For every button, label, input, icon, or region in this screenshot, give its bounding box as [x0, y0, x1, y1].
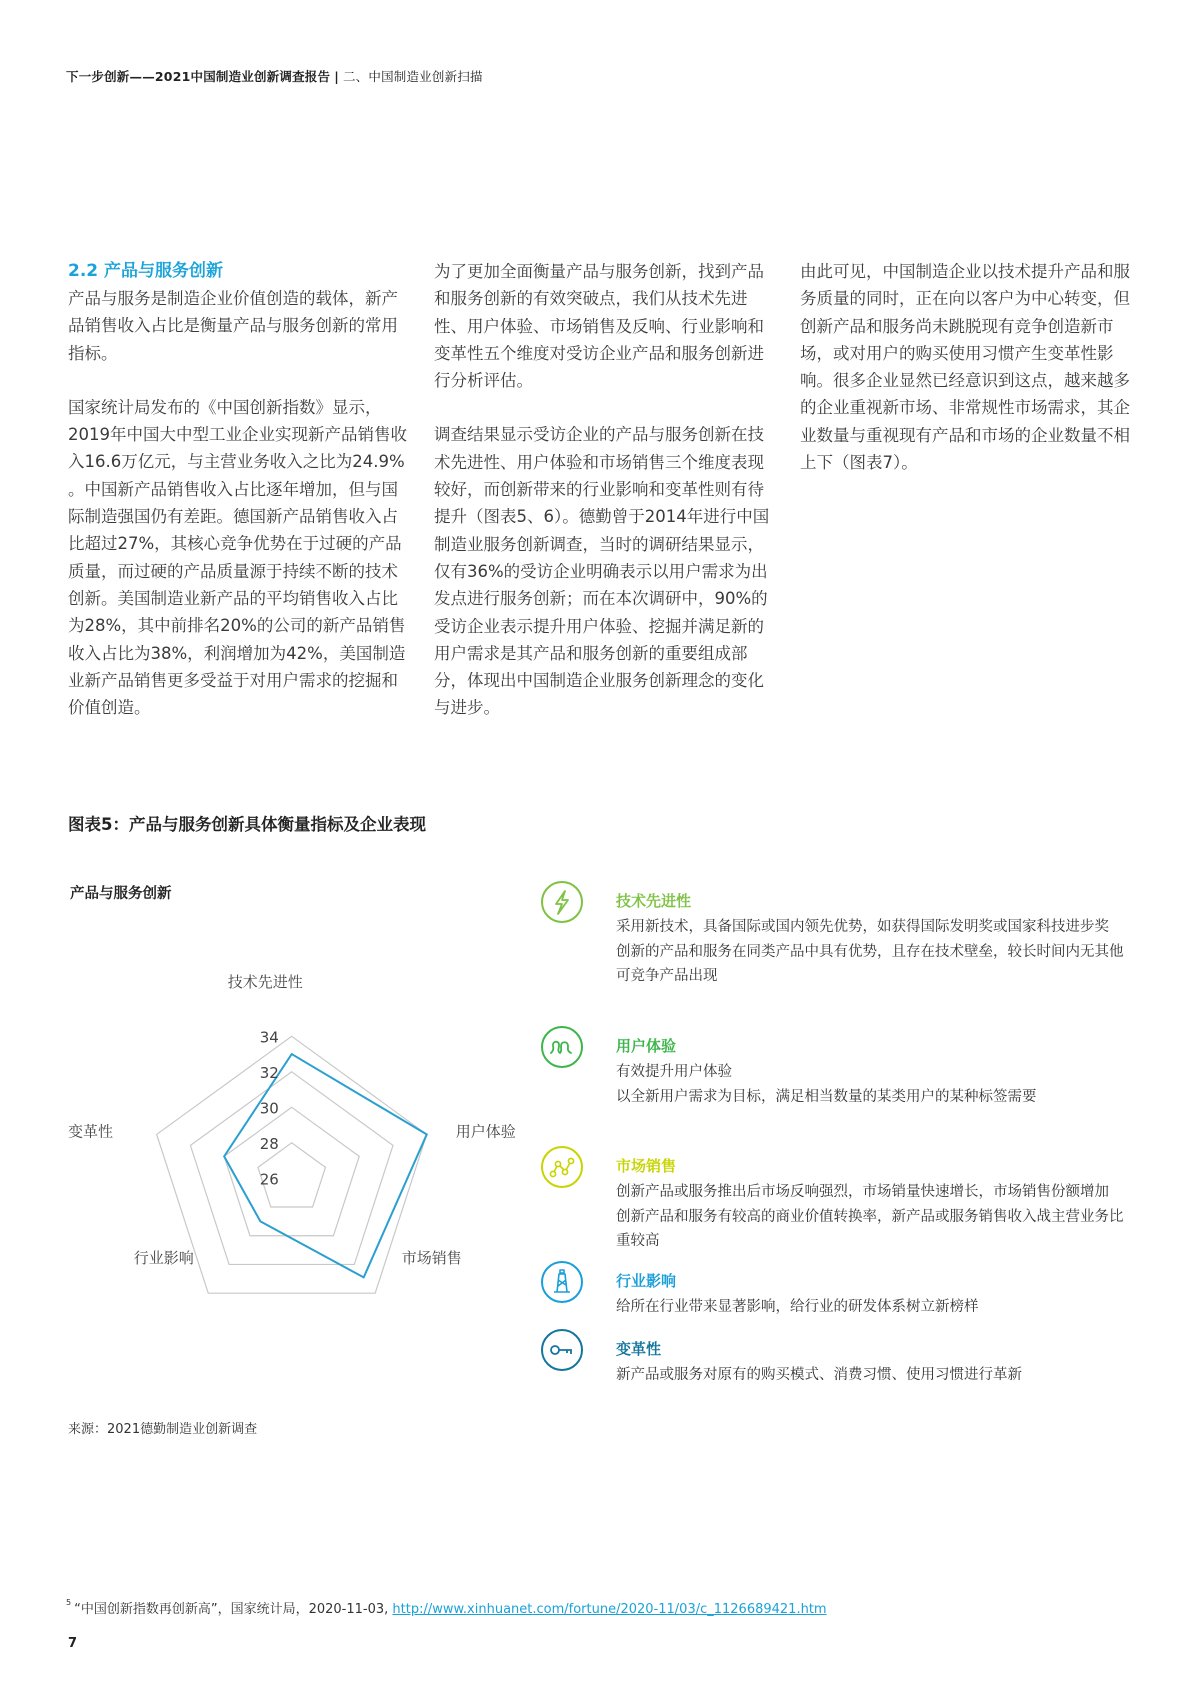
chart-subtitle: 产品与服务创新 [70, 886, 172, 902]
text-column-2 [434, 258, 774, 749]
legend-desc [616, 915, 1136, 989]
text-column-3 [800, 258, 1140, 503]
radar-tick-label: 30 [259, 1099, 279, 1118]
figure-title: 图表5：产品与服务创新具体衡量指标及企业表现 [68, 815, 426, 834]
lightning-icon [540, 880, 584, 924]
legend-line: 以全新用户需求为目标，满足相当数量的某类用户的某种标签需要 [616, 1088, 1037, 1105]
legend-line: 给所在行业带来显著影响，给行业的研发体系树立新榜样 [616, 1299, 979, 1315]
footnote [66, 1598, 827, 1617]
legend-title: 变革性 [616, 1340, 662, 1358]
legend-line: 新产品或服务对原有的购买模式、消费习惯、使用习惯进行革新 [616, 1367, 1022, 1383]
people-icon [540, 1025, 584, 1069]
legend-desc [616, 1180, 1136, 1254]
legend-line: 创新的产品和服务在同类产品中具有优势，且存在技术壁垒，较长时间内无其他可竞争产品出现 [616, 943, 1124, 984]
radar-tick-label: 26 [259, 1170, 279, 1189]
radar-svg [60, 960, 530, 1340]
section-name: 二、中国制造业创新扫描 [342, 69, 483, 84]
radar-series [224, 1054, 427, 1277]
legend-desc [616, 1295, 1136, 1320]
footnote-link[interactable]: http://www.xinhuanet.com/fortune/2020-11/03/c_1126689421.htm [392, 1602, 827, 1617]
paragraph: 产品与服务是制造企业价值创造的载体，新产品销售收入占比是衡量产品与服务创新的常用指标。 [68, 289, 398, 363]
legend-line: 采用新技术，具备国际或国内领先优势，如获得国际发明奖或国家科技进步奖 [616, 919, 1109, 935]
paragraph: 为了更加全面衡量产品与服务创新，找到产品和服务创新的有效突破点，我们从技术先进性、用户体验、市场销售及反响、行业影响和变革性五个维度对受访企业产品和服务创新进行分析评估。 [434, 262, 764, 391]
radar-axis-label: 行业影响 [133, 1249, 194, 1267]
legend-title: 行业影响 [616, 1272, 677, 1290]
radar-tick-label: 28 [259, 1134, 279, 1153]
legend-desc [616, 1363, 1136, 1388]
lighthouse-icon [540, 1260, 584, 1304]
radar-chart [60, 960, 530, 1340]
running-header [66, 67, 483, 85]
header-separator: | [334, 69, 339, 84]
radar-axis-label: 用户体验 [455, 1122, 516, 1141]
figure-source: 来源：2021德勤制造业创新调查 [68, 1422, 258, 1437]
radar-tick-label: 32 [259, 1063, 279, 1082]
radar-axis-label: 技术先进性 [227, 973, 303, 991]
legend-title: 技术先进性 [616, 892, 692, 910]
paragraph: 调查结果显示受访企业的产品与服务创新在技术先进性、用户体验和市场销售三个维度表现较好，而创新带来的行业影响和变革性则有待提升（图表5、6）。德勤曾于2014年进行中国制造业服务创新调查，当时的调研结果显示，仅有36%的受访企业明确表示以用户需求为出发点进行服务创新；而在本次调研中，90%的受访企业表示提升用户体验、挖掘并满足新的用户需求是其产品和服务创新的重要组成部分，体现出中国制造企业服务创新理念的变化与进步。 [434, 425, 770, 718]
text-column-1 [68, 258, 408, 748]
legend-line: 创新产品或服务推出后市场反响强烈，市场销量快速增长，市场销售份额增加 [616, 1184, 1109, 1200]
report-title: 下一步创新——2021中国制造业创新调查报告 [66, 69, 331, 84]
legend-title: 市场销售 [616, 1157, 677, 1175]
radar-axis-label: 市场销售 [401, 1249, 462, 1267]
radar-tick-label: 34 [259, 1028, 279, 1047]
page-number: 7 [68, 1636, 78, 1651]
network-icon [540, 1145, 584, 1189]
footnote-marker: 5 [66, 1598, 72, 1607]
legend-line: 创新产品和服务有较高的商业价值转换率，新产品或服务销售收入战主营业务比重较高 [616, 1208, 1124, 1249]
paragraph: 国家统计局发布的《中国创新指数》显示，2019年中国大中型工业企业实现新产品销售收入16.6万亿元，与主营业务收入之比为24.9% 。中国新产品销售收入占比逐年增加，但与国际制造强国仍有差距。德国新产品销售收入占比超过27%，其核心竞争优势在于过硬的产品质量，而过硬的产品质量源于持续不断的技术创新。美国制造业新产品的平均销售收入占比为28%，其中前排名20%的公司的新产品销售收入占比为38%，利润增加为42%，美国制造业新产品销售更多受益于对用户需求的挖掘和价值创造。 [68, 397, 407, 718]
paragraph: 由此可见，中国制造企业以技术提升产品和服务质量的同时，正在向以客户为中心转变，但创新产品和服务尚未跳脱现有竞争创造新市场，或对用户的购买使用习惯产生变革性影响。很多企业显然已经意识到这点，越来越多的企业重视新市场、非常规性市场需求，其企业数量与重视现有产品和市场的企业数量不相上下（图表7）。 [800, 262, 1130, 473]
legend-title: 用户体验 [616, 1037, 677, 1055]
section-heading: 2.2 产品与服务创新 [68, 261, 224, 281]
legend-desc [616, 1060, 1136, 1109]
key-icon [540, 1328, 584, 1372]
footnote-text: “中国创新指数再创新高”，国家统计局，2020-11-03, [74, 1602, 393, 1617]
legend-line: 有效提升用户体验 [616, 1064, 732, 1080]
radar-axis-label: 变革性 [68, 1122, 114, 1141]
